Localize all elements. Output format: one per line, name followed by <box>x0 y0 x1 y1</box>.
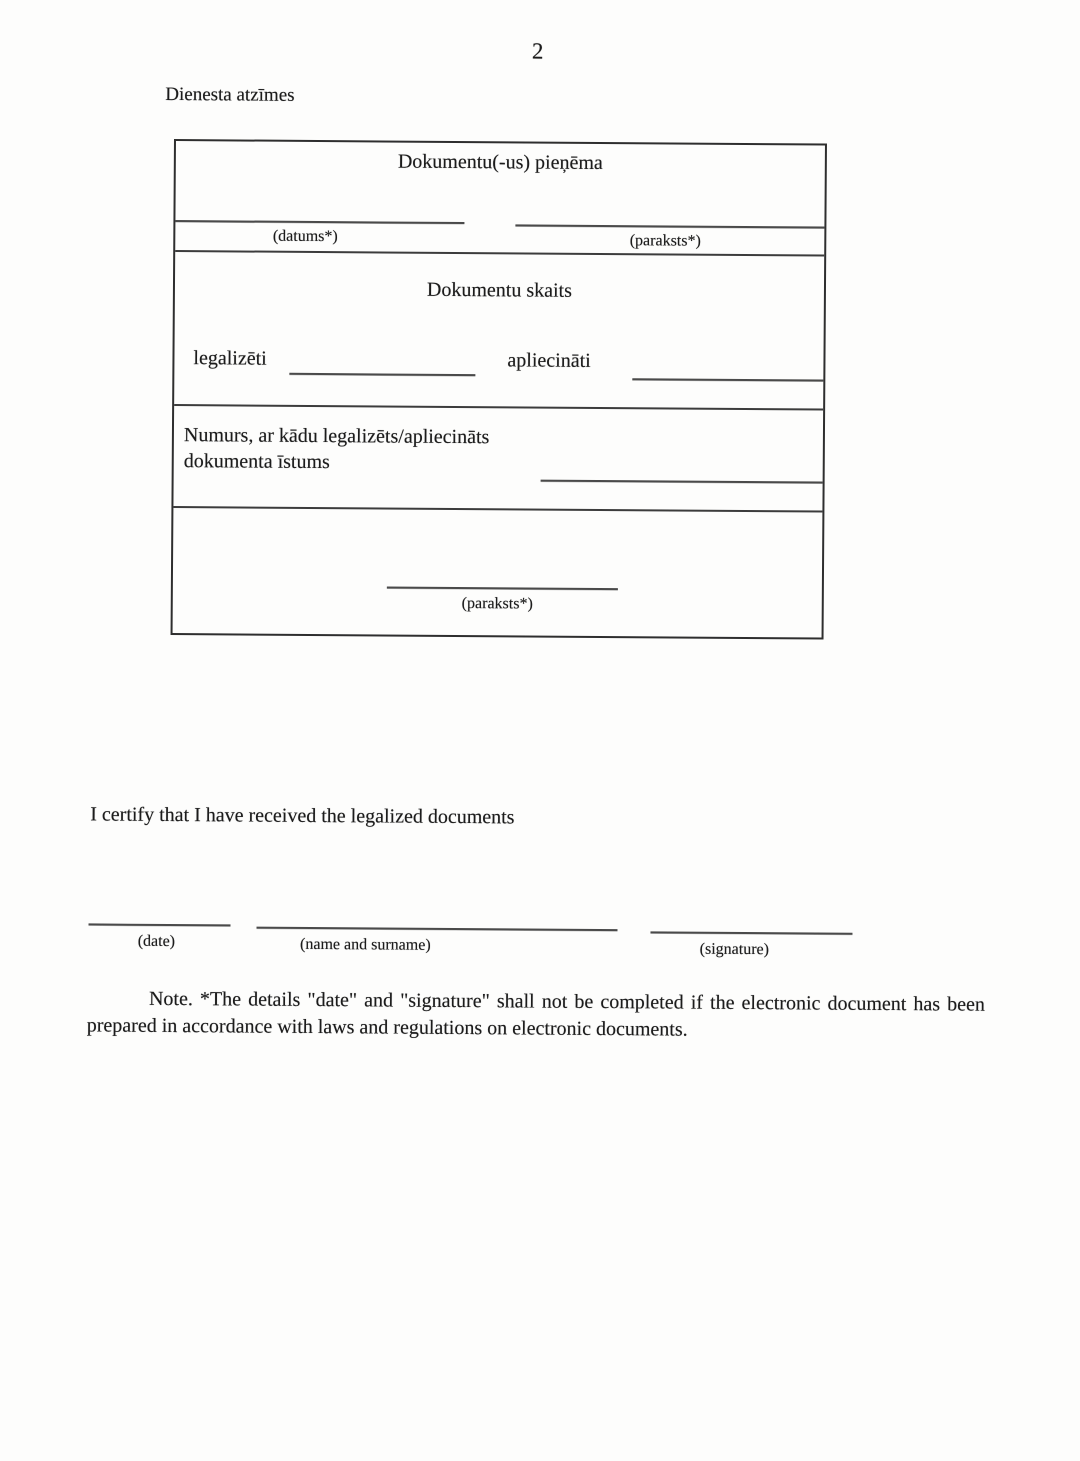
certified-count-fill-line <box>632 378 823 381</box>
documents-received-header: Dokumentu(-us) pieņēma <box>397 150 603 174</box>
certification-statement: I certify that I have received the legalized documents <box>90 803 515 829</box>
number-fill-line <box>541 480 823 484</box>
name-fill-line <box>256 927 617 932</box>
row-separator <box>175 250 824 257</box>
row-separator <box>173 506 822 513</box>
legalized-count-fill-line <box>289 373 475 376</box>
date-caption: (datums*) <box>272 227 338 246</box>
name-caption: (name and surname) <box>300 935 431 954</box>
date-caption: (date) <box>137 932 176 951</box>
bottom-signature-caption: (paraksts*) <box>461 595 533 613</box>
signature-fill-line <box>515 224 824 228</box>
signature-fill-line <box>650 931 852 934</box>
document-count-header: Dokumentu skaits <box>426 278 573 302</box>
date-fill-line <box>89 923 231 926</box>
number-caption-line2: dokumenta īstums <box>183 450 330 474</box>
signature-caption: (signature) <box>699 940 770 959</box>
row-separator <box>174 404 823 411</box>
number-caption-line1: Numurs, ar kādu legalizēts/apliecināts <box>183 424 490 449</box>
signature-caption: (paraksts*) <box>629 232 701 250</box>
bottom-signature-fill-line <box>387 586 618 590</box>
footnote: Note. *The details "date" and "signature" shall not be completed if the electronic document has been prepared in accordance with laws and regulations on electronic documents. <box>86 987 986 1041</box>
page-number: 2 <box>531 38 544 64</box>
certified-label: apliecināti <box>507 349 591 372</box>
date-fill-line <box>175 220 464 224</box>
service-notes-box <box>171 139 827 640</box>
legalized-label: legalizēti <box>193 347 267 370</box>
service-notes-label: Dienesta atzīmes <box>165 83 295 106</box>
